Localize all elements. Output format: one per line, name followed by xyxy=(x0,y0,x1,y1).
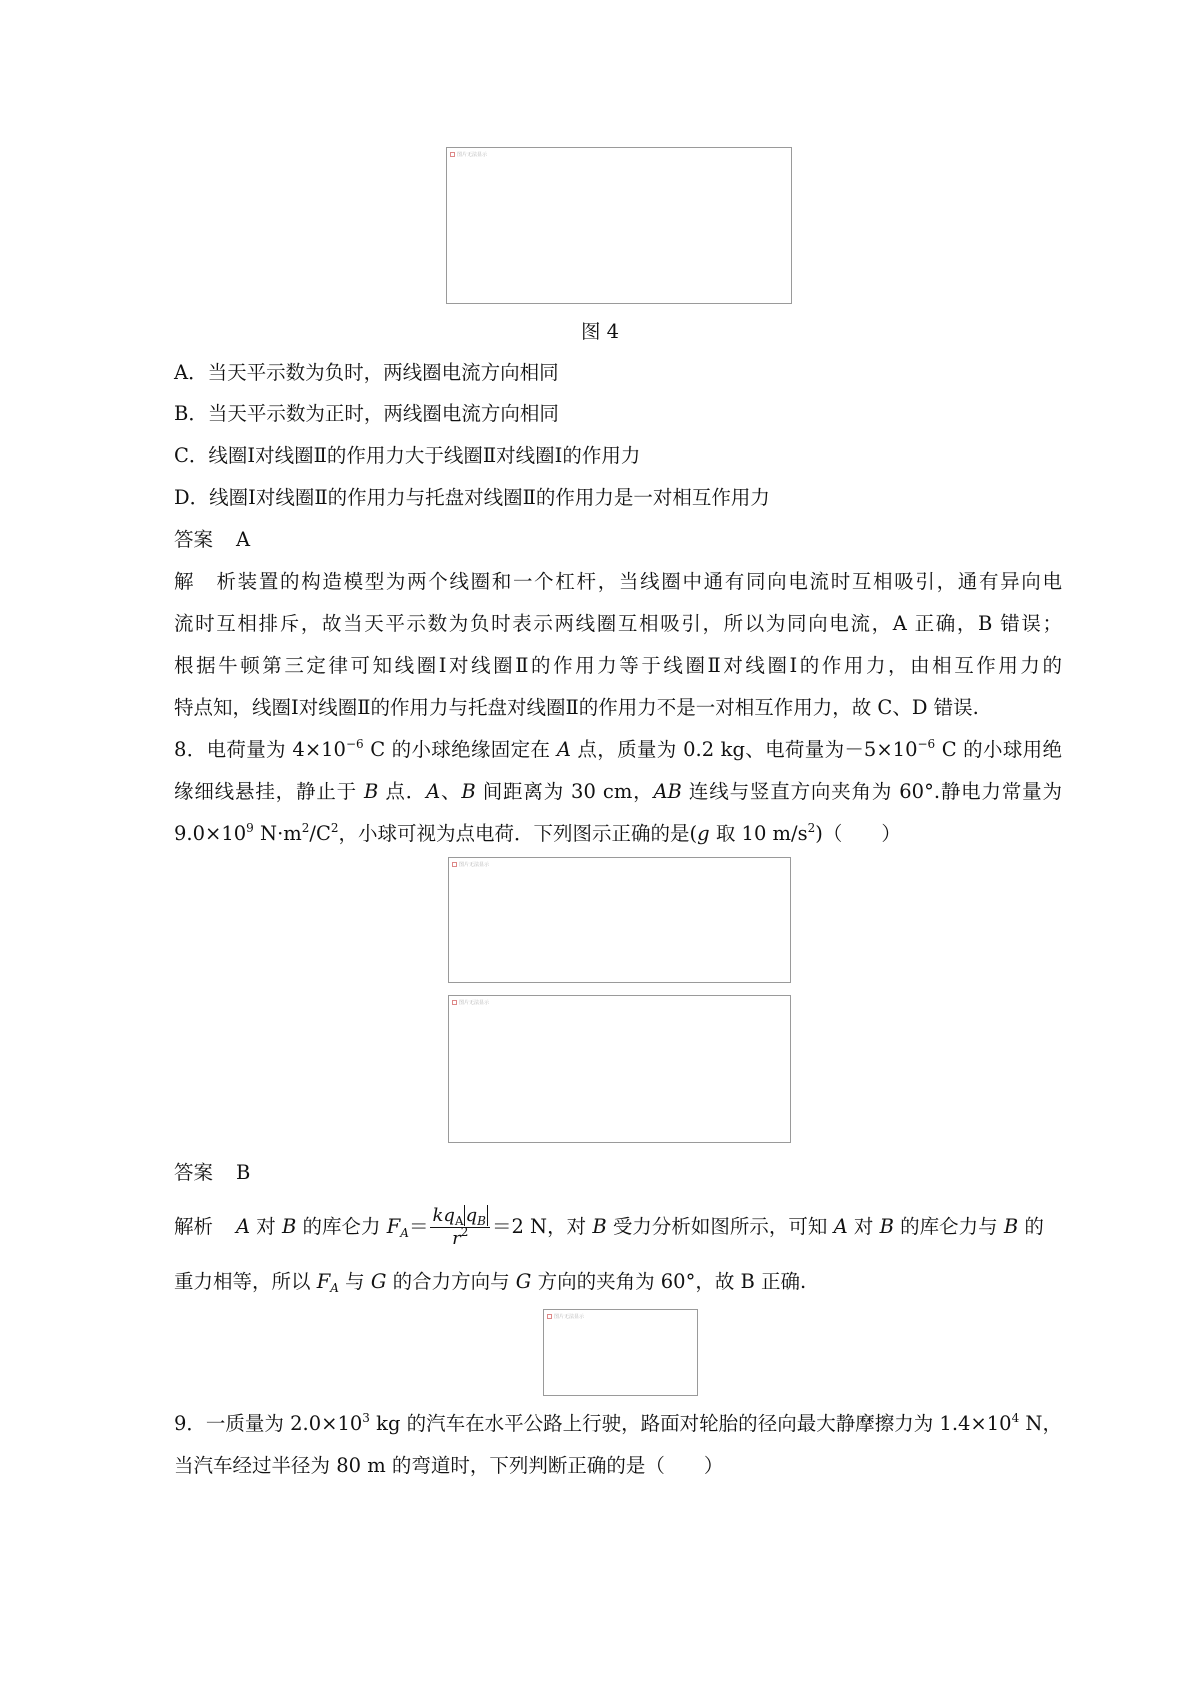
subscript: B xyxy=(477,1214,486,1228)
q8-analysis-figure-image xyxy=(543,1309,698,1396)
option-d: D．线圈Ⅰ对线圈Ⅱ的作用力与托盘对线圈Ⅱ的作用力是一对相互作用力 xyxy=(174,486,770,509)
fraction-denominator xyxy=(430,1225,489,1249)
broken-image-icon xyxy=(452,861,489,868)
q8-text: 连线与竖直方向夹角为 60°.静电力常量为 xyxy=(681,780,1062,803)
q8-stem-line-3 xyxy=(174,820,901,848)
denominator-r: r xyxy=(452,1228,461,1249)
analysis-text: 受力分析如图所示，可知 xyxy=(606,1215,834,1238)
exponent: 2 xyxy=(330,821,339,835)
force-symbol: F xyxy=(386,1215,401,1238)
analysis-text: 的库仑力 xyxy=(296,1215,387,1238)
q8-text: C 的小球绝缘固定在 xyxy=(363,738,557,761)
q8-text: N·m xyxy=(253,822,302,845)
broken-image-icon xyxy=(450,151,487,158)
absolute-value xyxy=(464,1205,488,1226)
image-placeholder-text: 图片无法显示 xyxy=(459,1000,490,1006)
option-a: A．当天平示数为负时，两线圈电流方向相同 xyxy=(174,361,559,384)
q8-text: ，小球可视为点电荷．下列图示正确的是( xyxy=(338,822,698,845)
answer-value: A xyxy=(236,528,251,551)
exponent: −6 xyxy=(345,737,364,751)
broken-image-icon xyxy=(547,1313,584,1320)
q8-text: 9.0×10 xyxy=(174,822,247,845)
q8-analysis-line-1 xyxy=(174,1207,1044,1248)
q7-analysis-line-1 xyxy=(174,568,1062,596)
figure-4-image xyxy=(446,147,792,304)
q8-stem-line-2 xyxy=(174,778,1062,806)
answer-value: B xyxy=(236,1161,251,1184)
q8-text: 点． xyxy=(378,780,427,803)
exponent: 2 xyxy=(301,821,310,835)
q8-analysis-line-2 xyxy=(174,1268,806,1296)
point-label: A xyxy=(426,780,441,803)
exponent: 4 xyxy=(1011,1411,1020,1425)
segment-label: AB xyxy=(653,780,682,803)
point-label: B xyxy=(592,1215,607,1238)
point-label: A xyxy=(556,738,571,761)
analysis-text: 的库仑力与 xyxy=(893,1215,1004,1238)
equals-sign: ＝ xyxy=(408,1215,429,1238)
q8-text: 8．电荷量为 4×10 xyxy=(174,738,346,761)
q8-stem-line-1 xyxy=(174,736,1062,764)
point-label: A xyxy=(236,1215,251,1238)
point-label: B xyxy=(282,1215,297,1238)
q9-stem-line-1 xyxy=(174,1410,1062,1438)
point-label: A xyxy=(833,1215,848,1238)
q9-stem-line-2: 当汽车经过半径为 80 m 的弯道时，下列判断正确的是（ ） xyxy=(174,1454,724,1477)
numerator-kq: kq xyxy=(432,1205,455,1226)
exponent: 2 xyxy=(460,1225,469,1239)
q8-text: 缘细线悬挂，静止于 xyxy=(174,780,365,803)
q8-figure-b-image xyxy=(448,995,791,1143)
option-b: B．当天平示数为正时，两线圈电流方向相同 xyxy=(174,402,559,425)
point-label: B xyxy=(461,780,476,803)
q8-text: /C xyxy=(309,822,331,845)
subscript: A xyxy=(454,1214,464,1228)
q7-analysis-line-3: 根据牛顿第三定律可知线圈Ⅰ对线圈Ⅱ的作用力等于线圈Ⅱ对线圈Ⅰ的作用力，由相互作用力的 xyxy=(174,654,1062,677)
q8-answer xyxy=(174,1159,250,1187)
exponent: 2 xyxy=(807,821,816,835)
q9-text: N， xyxy=(1019,1412,1063,1435)
q8-text: 取 10 m/s xyxy=(709,822,808,845)
analysis-text: 重力相等，所以 xyxy=(174,1270,317,1293)
q8-text: 间距离为 30 cm， xyxy=(475,780,654,803)
q9-text: 9．一质量为 2.0×10 xyxy=(174,1412,363,1435)
image-placeholder-text: 图片无法显示 xyxy=(457,152,488,158)
subscript: A xyxy=(330,1281,339,1295)
gravity-symbol: G xyxy=(515,1270,532,1293)
gravity-symbol: G xyxy=(370,1270,387,1293)
point-label: B xyxy=(1003,1215,1019,1238)
analysis-label: 解析 xyxy=(174,570,236,593)
broken-image-icon xyxy=(452,999,489,1006)
subscript: A xyxy=(400,1226,409,1240)
exponent: 9 xyxy=(246,821,254,835)
q8-text: 、 xyxy=(440,780,462,803)
q7-analysis-line-2: 流时互相排斥，故当天平示数为负时表示两线圈互相吸引，所以为同向电流，A 正确，B 错误； xyxy=(174,612,1062,635)
q8-figure-a-image xyxy=(448,857,791,983)
q8-text: 点，质量为 0.2 kg、电荷量为－5×10 xyxy=(570,738,918,761)
analysis-text: ＝2 N，对 xyxy=(491,1215,593,1238)
q7-answer xyxy=(174,526,250,554)
q9-text: kg 的汽车在水平公路上行驶，路面对轮胎的径向最大静摩擦力为 1.4×10 xyxy=(369,1412,1012,1435)
option-c: C．线圈Ⅰ对线圈Ⅱ的作用力大于线圈Ⅱ对线圈Ⅰ的作用力 xyxy=(174,444,641,467)
coulomb-fraction xyxy=(430,1207,489,1248)
exponent: −6 xyxy=(917,737,936,751)
q8-text: )（ ） xyxy=(815,822,901,845)
analysis-text: 的合力方向与 xyxy=(386,1270,516,1293)
answer-label: 答案 xyxy=(174,528,214,551)
analysis-text: 装置的构造模型为两个线圈和一个杠杆，当线圈中通有同向电流时互相吸引，通有异向电 xyxy=(236,570,1062,593)
numerator-q: q xyxy=(465,1205,478,1226)
analysis-text: 对 xyxy=(250,1215,282,1238)
force-symbol: F xyxy=(316,1270,331,1293)
q8-text: C 的小球用绝 xyxy=(935,738,1062,761)
image-placeholder-text: 图片无法显示 xyxy=(459,862,490,868)
q7-analysis-line-4: 特点知，线圈Ⅰ对线圈Ⅱ的作用力与托盘对线圈Ⅱ的作用力不是一对相互作用力，故 C、D 错误. xyxy=(174,696,979,719)
point-label: B xyxy=(879,1215,894,1238)
answer-label: 答案 xyxy=(174,1161,214,1184)
analysis-label: 解析 xyxy=(174,1215,214,1238)
analysis-text: 的 xyxy=(1018,1215,1044,1238)
point-label: B xyxy=(364,780,379,803)
variable-g: g xyxy=(697,822,710,845)
analysis-text: 方向的夹角为 60°，故 B 正确. xyxy=(531,1270,807,1293)
exponent: 3 xyxy=(362,1411,370,1425)
analysis-text: 对 xyxy=(847,1215,880,1238)
figure-4-caption: 图 4 xyxy=(580,320,620,343)
image-placeholder-text: 图片无法显示 xyxy=(554,1314,585,1320)
analysis-text: 与 xyxy=(338,1270,371,1293)
